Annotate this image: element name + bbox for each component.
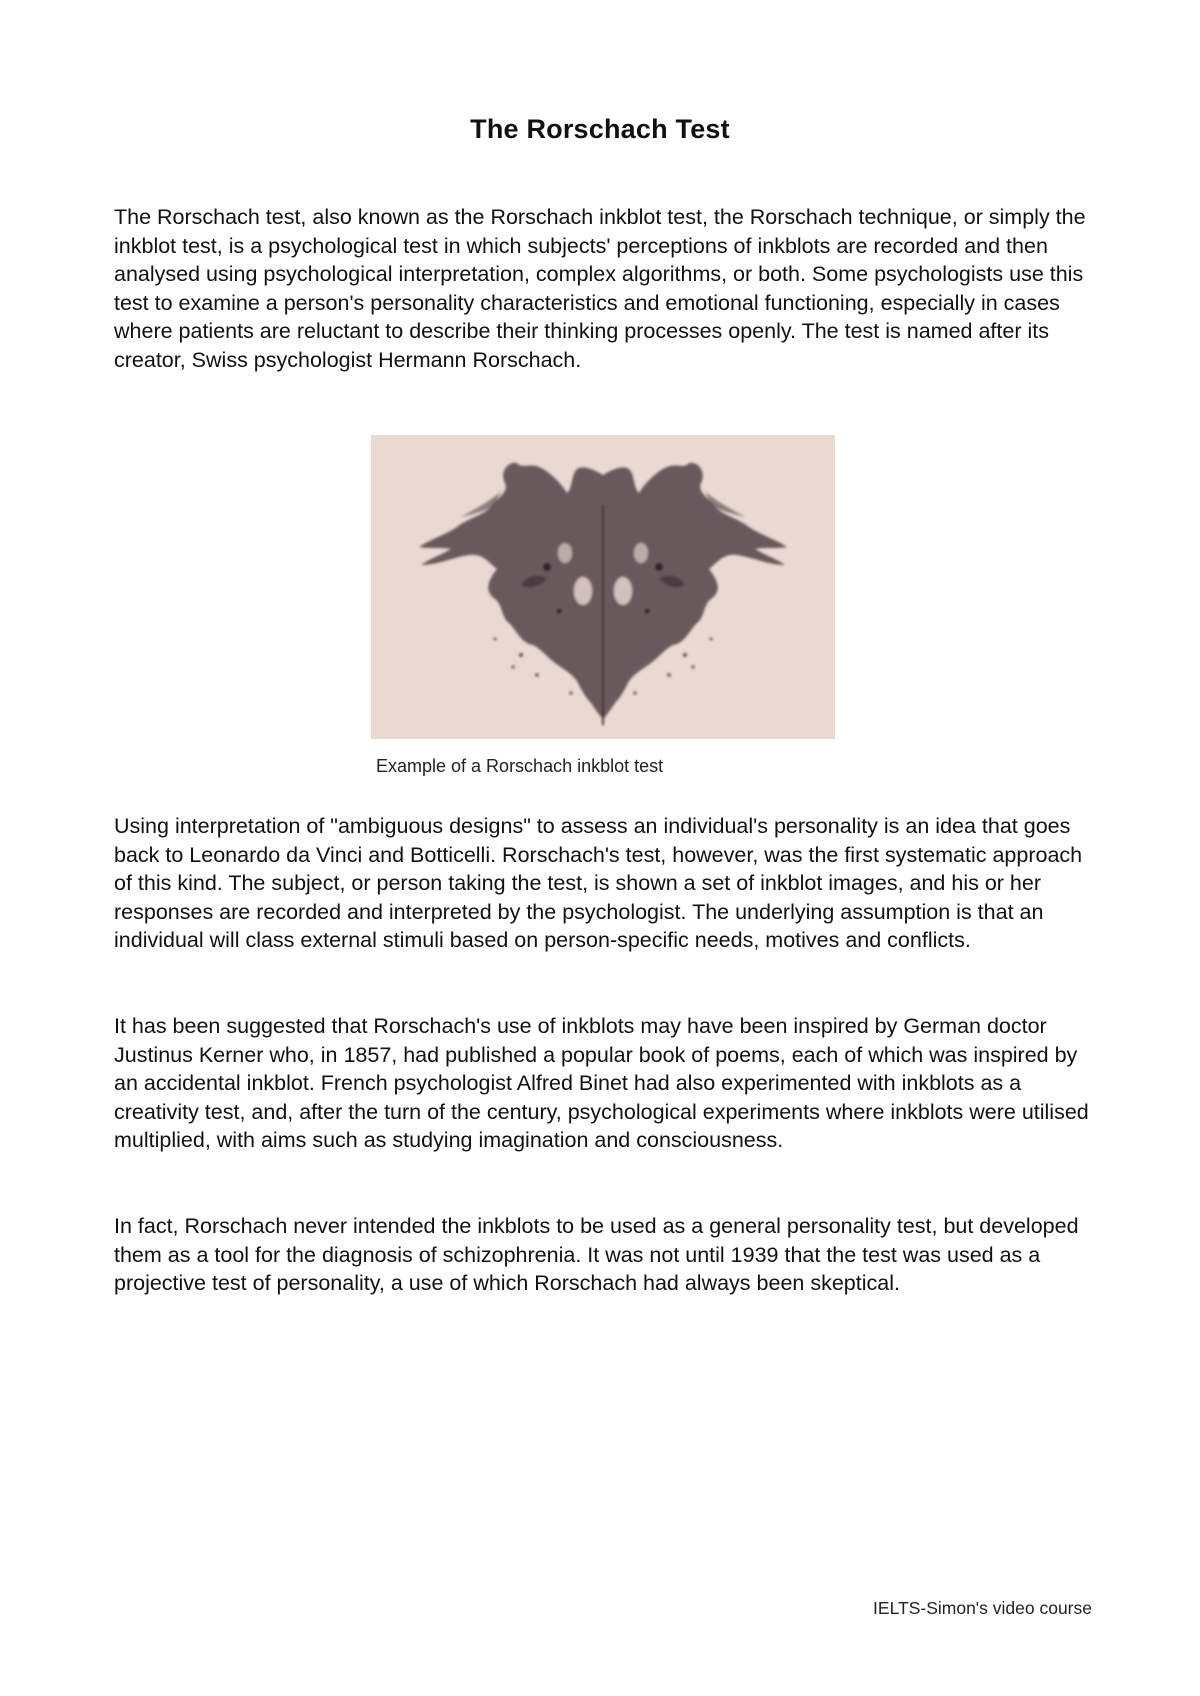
inkblot-figure bbox=[371, 435, 835, 739]
footer-credit: IELTS-Simon's video course bbox=[873, 1598, 1092, 1618]
paragraph-2: Using interpretation of "ambiguous designs" to assess an individual's personality is an idea that goes back to Leonardo da Vinci and Botticelli. Rorschach's test, however, was the first systematic approach of this kind. The subject, or person taking the test, is shown a set of inkblot images, and his or her responses are recorded and interpreted by the psychologist. The underlying assumption is that an individual will class external stimuli based on person-specific needs, motives and conflicts. bbox=[114, 814, 1083, 953]
paragraph-4: In fact, Rorschach never intended the inkblots to be used as a general personality test, but developed them as a tool for the diagnosis of schizophrenia. It was not until 1939 that the test was used as a projective test of personality, a use of which Rorschach had always been skeptical. bbox=[114, 1214, 1079, 1296]
paragraph-3: It has been suggested that Rorschach's use of inkblots may have been inspired by German doctor Justinus Kerner who, in 1857, had published a popular book of poems, each of which was inspired by an accidental inkblot. French psychologist Alfred Binet had also experimented with inkblots as a creativity test, and, after the turn of the century, psychological experiments where inkblots were utilised multiplied, with aims such as studying imagination and consciousness. bbox=[114, 1014, 1089, 1153]
paragraph-1: The Rorschach test, also known as the Rorschach inkblot test, the Rorschach technique, or simply the inkblot test, is a psychological test in which subjects' perceptions of inkblots are recorded and then analysed using psychological interpretation, complex algorithms, or both. Some psychologists use this test to examine a person's personality characteristics and emotional functioning, especially in cases where patients are reluctant to describe their thinking processes openly. The test is named after its creator, Swiss psychologist Hermann Rorschach. bbox=[114, 205, 1086, 372]
figure-caption: Example of a Rorschach inkblot test bbox=[376, 756, 664, 776]
inkblot-image bbox=[371, 435, 835, 739]
document-title: The Rorschach Test bbox=[470, 114, 730, 144]
